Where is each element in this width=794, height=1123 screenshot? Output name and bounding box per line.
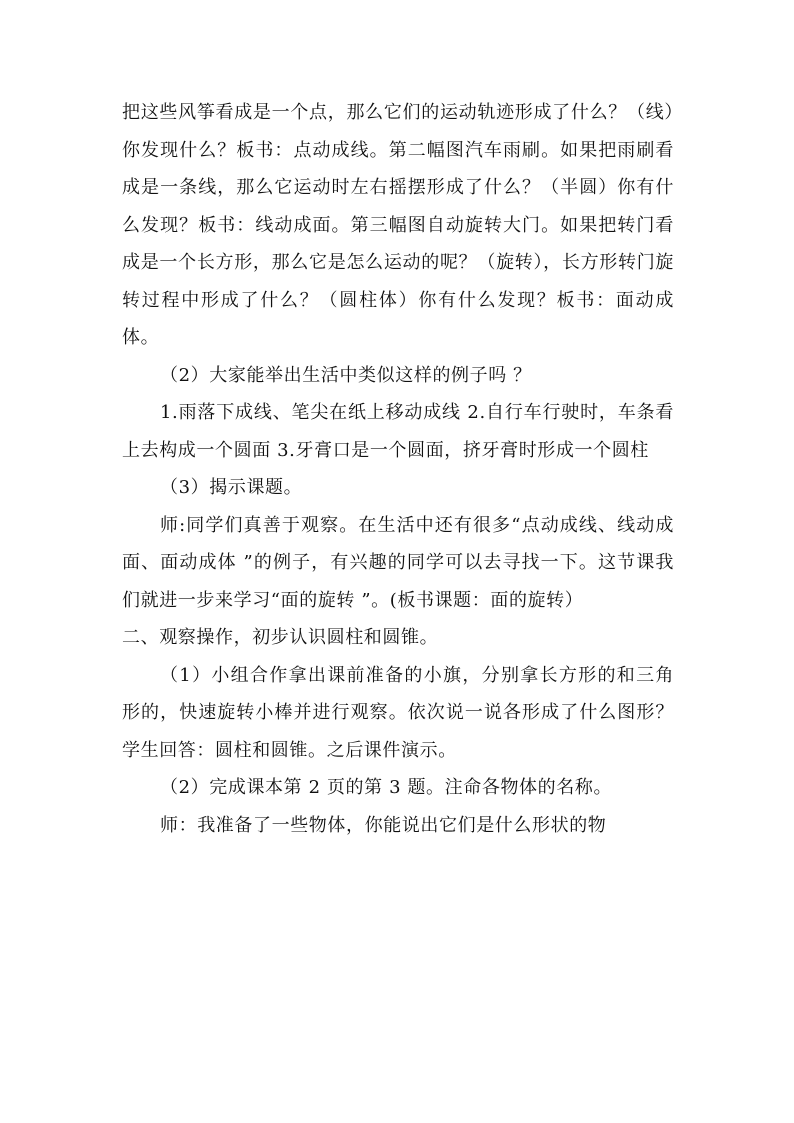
paragraph-topic-reveal: （3）揭示课题。 [160, 477, 303, 498]
paragraph-teacher-intro: 师:同学们真善于观察。在生活中还有很多“点动成线、线动成面、面动成体 ”的例子，有兴趣的同学可以去寻找一下。这节课我们就进一步来学习“面的旋转 ”。(板书课题：面的旋转） [122, 514, 674, 611]
document-page [122, 94, 674, 844]
paragraph-textbook-exercise: （2）完成课本第 2 页的第 3 题。注命各物体的名称。 [160, 777, 613, 798]
paragraph-kite-wiper-door: 把这些风筝看成是一个点，那么它们的运动轨迹形成了什么？（线）你发现什么？板书：点动成线。第二幅图汽车雨刷。如果把雨刷看成是一条线，那么它运动时左右摇摆形成了什么？（半圆）你有什么发现？板书：线动成面。第三幅图自动旋转大门。如果把转门看成是一个长方形，那么它是怎么运动的呢？（旋转），长方形转门旋转过程中形成了什么？（圆柱体）你有什么发现？板书：面动成体。 [122, 102, 674, 348]
section-heading-observe: 二、观察操作，初步认识圆柱和圆锥。 [122, 627, 439, 648]
paragraph-group-work: （1）小组合作拿出课前准备的小旗，分别拿长方形的和三角形的，快速旋转小棒并进行观察。依次说一说各形成了什么图形？学生回答：圆柱和圆锥。之后课件演示。 [122, 664, 674, 761]
paragraph-life-examples: 1.雨落下成线、笔尖在纸上移动成线 2.自行车行驶时，车条看上去构成一个圆面 3.牙膏口是一个圆面，挤牙膏时形成一个圆柱 [122, 402, 674, 461]
paragraph-question-2: （2）大家能举出生活中类似这样的例子吗 ？ [160, 364, 532, 386]
paragraph-teacher-objects: 师：我准备了一些物体，你能说出它们是什么形状的物 [160, 814, 607, 836]
